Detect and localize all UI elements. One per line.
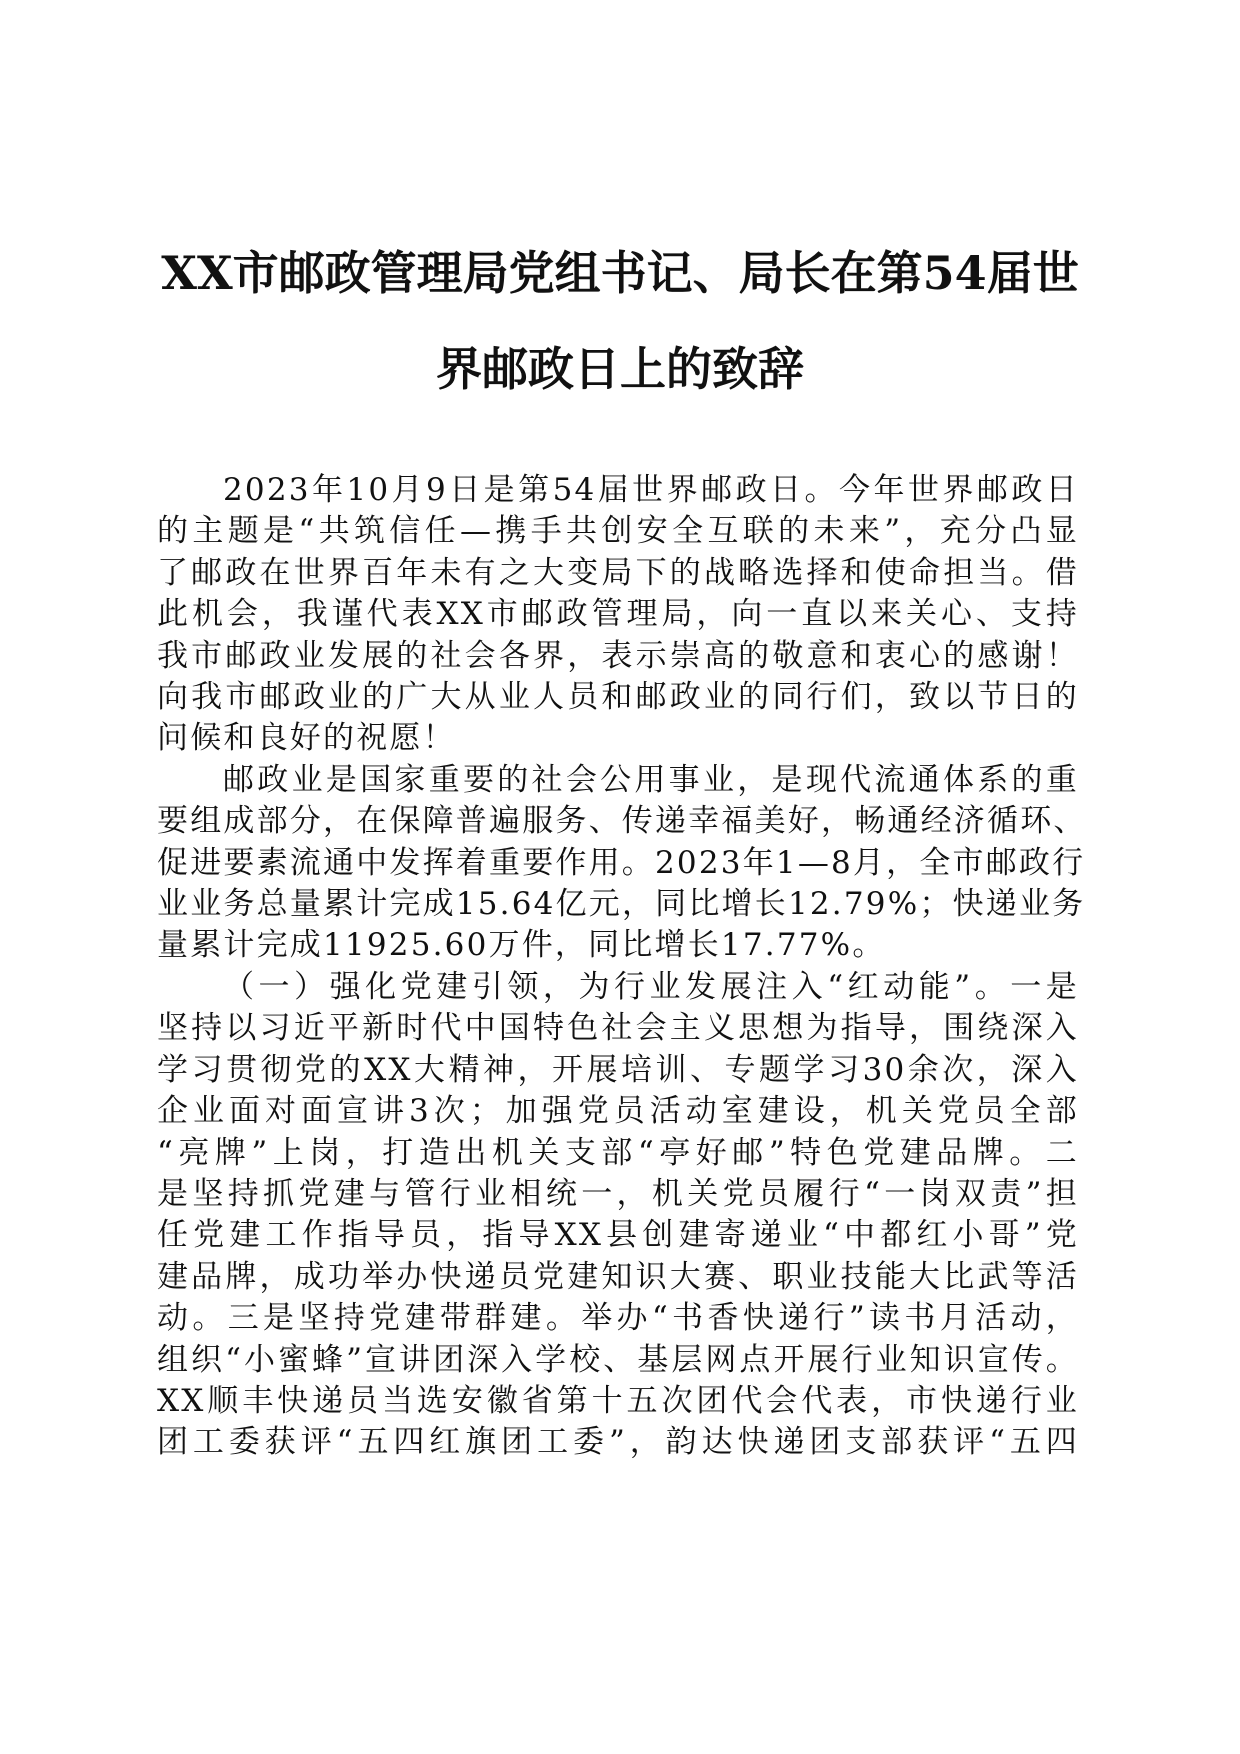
text-line: 促进要素流通中发挥着重要作用。2023年1—8月，全市邮政行 bbox=[157, 844, 1086, 881]
text-line: （一）强化党建引领，为行业发展注入“红动能”。一是 bbox=[223, 968, 1079, 1005]
text-line: 团工委获评“五四红旗团工委”，韵达快递团支部获评“五四 bbox=[157, 1424, 1079, 1461]
text-line: 问候和良好的祝愿！ bbox=[157, 720, 456, 757]
text-line: 企业面对面宣讲3次；加强党员活动室建设，机关党员全部 bbox=[157, 1093, 1079, 1130]
text-line: 学习贯彻党的XX大精神，开展培训、专题学习30余次，深入 bbox=[157, 1051, 1079, 1088]
text-line: 动。三是坚持党建带群建。举办“书香快递行”读书月活动， bbox=[157, 1300, 1079, 1337]
text-line: 业业务总量累计完成15.64亿元，同比增长12.79%；快递业务 bbox=[157, 886, 1086, 923]
text-line: 了邮政在世界百年未有之大变局下的战略选择和使命担当。借 bbox=[157, 554, 1079, 591]
document-body bbox=[157, 470, 1087, 1464]
text-line: 任党建工作指导员，指导XX县创建寄递业“中都红小哥”党 bbox=[157, 1217, 1079, 1254]
title-line-1: XX市邮政管理局党组书记、局长在第54届世 bbox=[161, 246, 1079, 300]
text-line: 邮政业是国家重要的社会公用事业，是现代流通体系的重 bbox=[223, 761, 1079, 798]
text-line: 向我市邮政业的广大从业人员和邮政业的同行们，致以节日的 bbox=[157, 679, 1079, 716]
text-line: 此机会，我谨代表XX市邮政管理局，向一直以来关心、支持 bbox=[157, 596, 1079, 633]
text-line: 坚持以习近平新时代中国特色社会主义思想为指导，围绕深入 bbox=[157, 1010, 1079, 1047]
document-title bbox=[140, 225, 1100, 417]
text-line: 要组成部分，在保障普遍服务、传递幸福美好，畅通经济循环、 bbox=[157, 803, 1087, 840]
text-line: 是坚持抓党建与管行业相统一，机关党员履行“一岗双责”担 bbox=[157, 1175, 1079, 1212]
paragraph-2 bbox=[157, 760, 1087, 967]
text-line: XX顺丰快递员当选安徽省第十五次团代会代表，市快递行业 bbox=[157, 1382, 1079, 1419]
text-line: 量累计完成11925.60万件，同比增长17.77%。 bbox=[157, 927, 886, 964]
text-line: 我市邮政业发展的社会各界，表示崇高的敬意和衷心的感谢！ bbox=[157, 637, 1079, 674]
text-line: “亮牌”上岗，打造出机关支部“亭好邮”特色党建品牌。二 bbox=[157, 1134, 1079, 1171]
text-line: 建品牌，成功举办快递员党建知识大赛、职业技能大比武等活 bbox=[157, 1258, 1079, 1295]
text-line: 组织“小蜜蜂”宣讲团深入学校、基层网点开展行业知识宣传。 bbox=[157, 1341, 1079, 1378]
title-line-2: 界邮政日上的致辞 bbox=[436, 342, 804, 396]
text-line: 的主题是“共筑信任—携手共创安全互联的未来”，充分凸显 bbox=[157, 513, 1079, 550]
paragraph-1 bbox=[157, 470, 1079, 760]
text-line: 2023年10月9日是第54届世界邮政日。今年世界邮政日 bbox=[223, 472, 1079, 508]
paragraph-3 bbox=[157, 967, 1079, 1464]
